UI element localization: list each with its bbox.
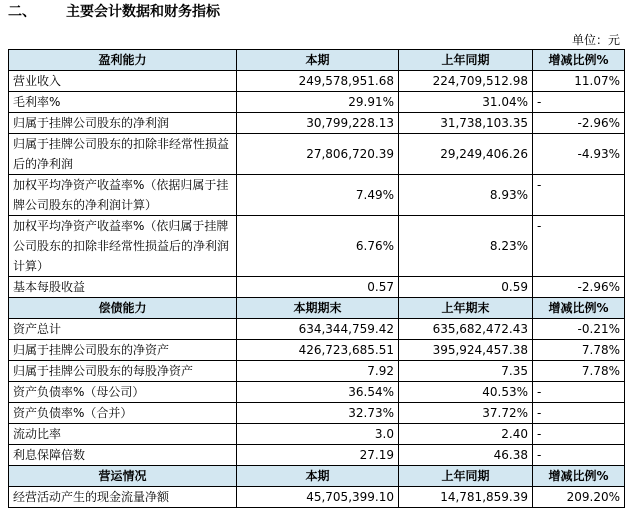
change-value: 7.78% <box>533 361 625 382</box>
table-row <box>9 175 625 216</box>
row-label: 营业收入 <box>9 71 237 92</box>
row-label: 流动比率 <box>9 424 237 445</box>
prior-value: 40.53% <box>399 382 533 403</box>
current-value: 3.0 <box>237 424 399 445</box>
current-value: 6.76% <box>237 216 399 277</box>
table-row <box>9 340 625 361</box>
table-row <box>9 319 625 340</box>
prior-value: 635,682,472.43 <box>399 319 533 340</box>
change-value: -0.21% <box>533 319 625 340</box>
row-label: 资产负债率%（合并） <box>9 403 237 424</box>
prior-value: 14,781,859.39 <box>399 487 533 508</box>
current-value: 45,705,399.10 <box>237 487 399 508</box>
row-label: 加权平均净资产收益率%（依据归属于挂牌公司股东的净利润计算） <box>9 175 237 216</box>
table-row <box>9 382 625 403</box>
section-title: 主要会计数据和财务指标 <box>66 4 220 20</box>
row-label: 加权平均净资产收益率%（依归属于挂牌公司股东的扣除非经常性损益后的净利润计算） <box>9 216 237 277</box>
current-value: 36.54% <box>237 382 399 403</box>
header-current: 本期 <box>237 50 399 71</box>
current-value: 249,578,951.68 <box>237 71 399 92</box>
change-value: -4.93% <box>533 134 625 175</box>
current-value: 27.19 <box>237 445 399 466</box>
prior-value: 7.35 <box>399 361 533 382</box>
change-value: - <box>533 92 625 113</box>
current-value: 30,799,228.13 <box>237 113 399 134</box>
row-label: 经营活动产生的现金流量净额 <box>9 487 237 508</box>
prior-value: 46.38 <box>399 445 533 466</box>
table-row <box>9 424 625 445</box>
section-number: 二、 <box>8 4 36 20</box>
current-value: 7.49% <box>237 175 399 216</box>
header-category: 营运情况 <box>9 466 237 487</box>
table-row <box>9 113 625 134</box>
change-value: -2.96% <box>533 277 625 298</box>
current-value: 32.73% <box>237 403 399 424</box>
section-heading <box>8 1 220 21</box>
change-value: 7.78% <box>533 340 625 361</box>
prior-value: 8.23% <box>399 216 533 277</box>
change-value: - <box>533 382 625 403</box>
current-value: 29.91% <box>237 92 399 113</box>
row-label: 资产负债率%（母公司） <box>9 382 237 403</box>
row-label: 资产总计 <box>9 319 237 340</box>
table-row <box>9 71 625 92</box>
header-prior: 上年同期 <box>399 50 533 71</box>
table-row <box>9 403 625 424</box>
current-value: 634,344,759.42 <box>237 319 399 340</box>
financial-data-table <box>8 49 625 508</box>
change-value: - <box>533 445 625 466</box>
row-label: 归属于挂牌公司股东的净资产 <box>9 340 237 361</box>
profitability-header-row <box>9 50 625 71</box>
table-row <box>9 277 625 298</box>
header-change: 增减比例% <box>533 466 625 487</box>
current-value: 426,723,685.51 <box>237 340 399 361</box>
prior-value: 8.93% <box>399 175 533 216</box>
header-change: 增减比例% <box>533 298 625 319</box>
change-value: - <box>533 175 625 216</box>
current-value: 7.92 <box>237 361 399 382</box>
row-label: 归属于挂牌公司股东的扣除非经常性损益后的净利润 <box>9 134 237 175</box>
prior-value: 395,924,457.38 <box>399 340 533 361</box>
change-value: 11.07% <box>533 71 625 92</box>
header-category: 偿债能力 <box>9 298 237 319</box>
header-category: 盈利能力 <box>9 50 237 71</box>
header-prior: 上年期末 <box>399 298 533 319</box>
table-row <box>9 487 625 508</box>
current-value: 27,806,720.39 <box>237 134 399 175</box>
prior-value: 31.04% <box>399 92 533 113</box>
table-row <box>9 216 625 277</box>
change-value: 209.20% <box>533 487 625 508</box>
prior-value: 224,709,512.98 <box>399 71 533 92</box>
row-label: 毛利率% <box>9 92 237 113</box>
table-row <box>9 92 625 113</box>
row-label: 基本每股收益 <box>9 277 237 298</box>
prior-value: 37.72% <box>399 403 533 424</box>
unit-label: 单位：元 <box>571 33 620 47</box>
change-value: - <box>533 216 625 277</box>
change-value: - <box>533 424 625 445</box>
current-value: 0.57 <box>237 277 399 298</box>
change-value: - <box>533 403 625 424</box>
solvency-header-row <box>9 298 625 319</box>
prior-value: 29,249,406.26 <box>399 134 533 175</box>
row-label: 归属于挂牌公司股东的每股净资产 <box>9 361 237 382</box>
prior-value: 2.40 <box>399 424 533 445</box>
row-label: 归属于挂牌公司股东的净利润 <box>9 113 237 134</box>
change-value: -2.96% <box>533 113 625 134</box>
table-row <box>9 361 625 382</box>
operations-header-row <box>9 466 625 487</box>
row-label: 利息保障倍数 <box>9 445 237 466</box>
header-prior: 上年同期 <box>399 466 533 487</box>
header-change: 增减比例% <box>533 50 625 71</box>
prior-value: 0.59 <box>399 277 533 298</box>
table-row <box>9 134 625 175</box>
prior-value: 31,738,103.35 <box>399 113 533 134</box>
table-row <box>9 445 625 466</box>
header-current: 本期 <box>237 466 399 487</box>
header-current: 本期期末 <box>237 298 399 319</box>
